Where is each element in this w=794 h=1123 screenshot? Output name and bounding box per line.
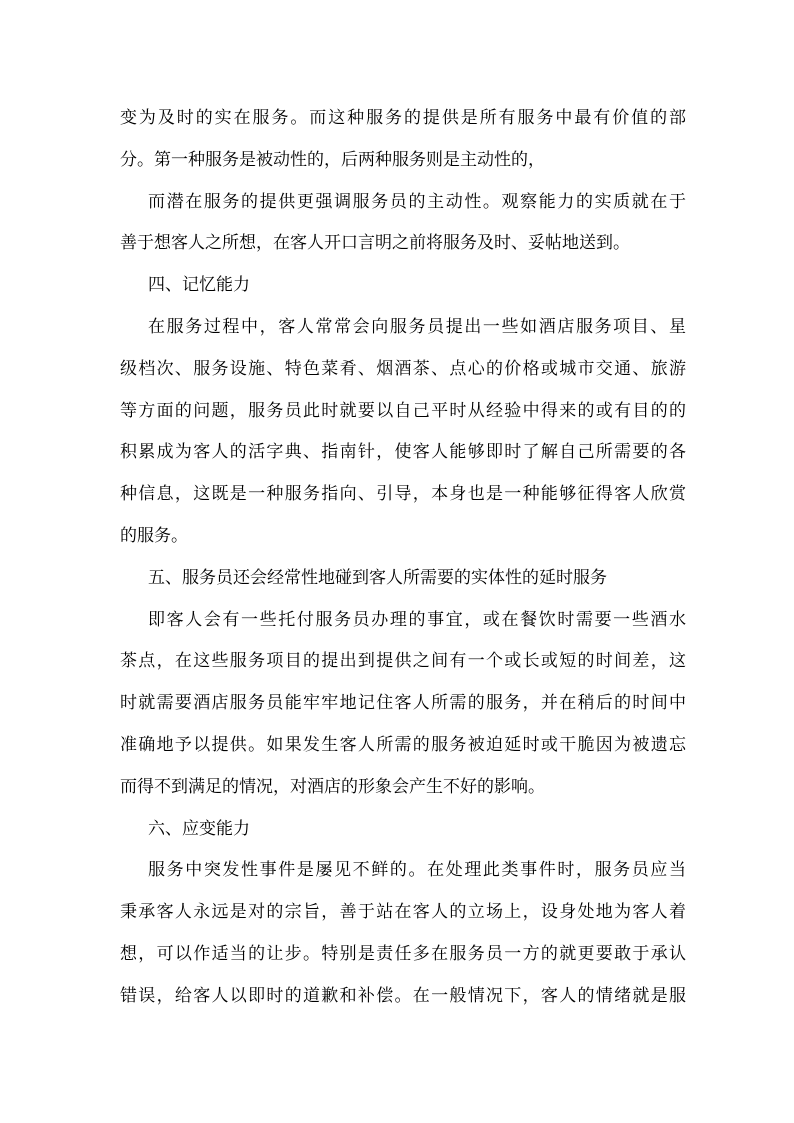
paragraph-start-line: 而潜在服务的提供更强调服务员的主动性。观察能力的实质就在于	[148, 191, 686, 212]
text-line: 级档次、服务设施、特色菜肴、烟酒茶、点心的价格或城市交通、旅游	[120, 358, 686, 379]
text-line: 而得不到满足的情况，对酒店的形象会产生不好的影响。	[120, 776, 545, 797]
text-line: 善于想客人之所想，在客人开口言明之前将服务及时、妥帖地送到。	[120, 233, 630, 254]
section-heading-memory: 四、记忆能力	[148, 275, 250, 296]
paragraph-start-line: 即客人会有一些托付服务员办理的事宜，或在餐饮时需要一些酒水	[148, 609, 686, 630]
text-line: 种信息，这既是一种服务指向、引导，本身也是一种能够征得客人欣赏	[120, 484, 686, 505]
text-line: 错误，给客人以即时的道歉和补偿。在一般情况下，客人的情绪就是服	[120, 985, 686, 1006]
text-line: 秉承客人永远是对的宗旨，善于站在客人的立场上，设身处地为客人着	[120, 902, 686, 923]
text-line: 变为及时的实在服务。而这种服务的提供是所有服务中最有价值的部	[120, 108, 686, 128]
section-heading-adaptability: 六、应变能力	[148, 818, 250, 839]
text-line: 想，可以作适当的让步。特别是责任多在服务员一方的就更要敢于承认	[120, 943, 686, 964]
paragraph-start-line: 在服务过程中，客人常常会向服务员提出一些如酒店服务项目、星	[148, 316, 686, 337]
document-body	[120, 98, 686, 1018]
paragraph-start-line: 服务中突发性事件是屡见不鲜的。在处理此类事件时，服务员应当	[148, 860, 686, 881]
text-line: 等方面的问题，服务员此时就要以自己平时从经验中得来的或有目的的	[120, 400, 686, 421]
text-line: 茶点，在这些服务项目的提出到提供之间有一个或长或短的时间差，这	[120, 651, 686, 672]
section-heading-delayed-service: 五、服务员还会经常性地碰到客人所需要的实体性的延时服务	[148, 567, 607, 588]
text-line: 时就需要酒店服务员能牢牢地记住客人所需的服务，并在稍后的时间中	[120, 693, 686, 714]
text-line: 积累成为客人的活字典、指南针，使客人能够即时了解自己所需要的各	[120, 442, 686, 463]
text-line: 准确地予以提供。如果发生客人所需的服务被迫延时或干脆因为被遗忘	[120, 734, 686, 755]
text-line: 的服务。	[120, 525, 188, 546]
text-line: 分。第一种服务是被动性的，后两种服务则是主动性的，	[120, 149, 545, 170]
